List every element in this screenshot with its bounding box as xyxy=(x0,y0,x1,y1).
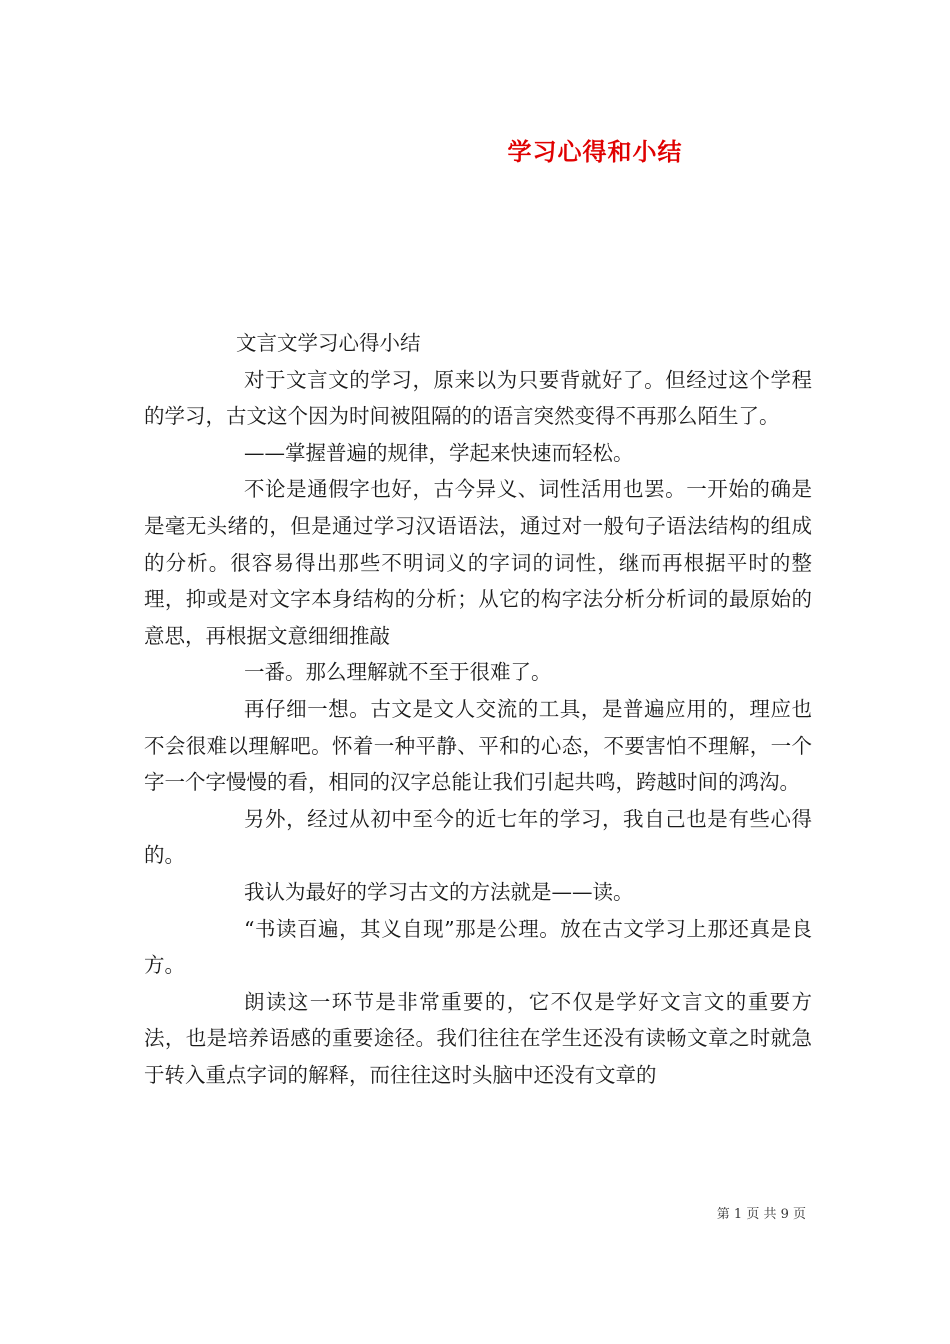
paragraph: 朗读这一环节是非常重要的，它不仅是学好文言文的重要方法，也是培养语感的重要途径。我们往往在学生还没有读畅文章之时就急于转入重点字词的解释，而往往这时头脑中还没有文章的 xyxy=(144,989,812,1087)
paragraph: 不论是通假字也好，古今异义、词性活用也罢。一开始的确是是毫无头绪的，但是通过学习汉语语法，通过对一般句子语法结构的组成的分析。很容易得出那些不明词义的字词的词性，继而再根据平时的整理，抑或是对文字本身结构的分析；从它的构字法分析分析词的最原始的意思，再根据文意细细推敲 xyxy=(144,477,812,648)
paragraph: 另外，经过从初中至今的近七年的学习，我自己也是有些心得的。 xyxy=(144,806,812,868)
document-body xyxy=(144,325,812,1093)
paragraph: ——掌握普遍的规律，学起来快速而轻松。 xyxy=(244,440,634,465)
paragraph: “书读百遍，其义自现”那是公理。放在古文学习上那还真是良方。 xyxy=(144,916,812,978)
paragraph: 一番。那么理解就不至于很难了。 xyxy=(244,660,552,685)
page-number: 第 1 页 共 9 页 xyxy=(716,1207,806,1222)
paragraph: 我认为最好的学习古文的方法就是——读。 xyxy=(244,879,634,904)
document-subtitle: 文言文学习心得小结 xyxy=(236,331,421,355)
paragraph: 对于文言文的学习，原来以为只要背就好了。但经过这个学程的学习，古文这个因为时间被阻隔的的语言突然变得不再那么陌生了。 xyxy=(144,367,812,429)
document-title: 学习心得和小结 xyxy=(507,138,683,166)
paragraph: 再仔细一想。古文是文人交流的工具，是普遍应用的，理应也不会很难以理解吧。怀着一种平静、平和的心态，不要害怕不理解，一个字一个字慢慢的看，相同的汉字总能让我们引起共鸣，跨越时间的鸿沟。 xyxy=(144,696,812,795)
